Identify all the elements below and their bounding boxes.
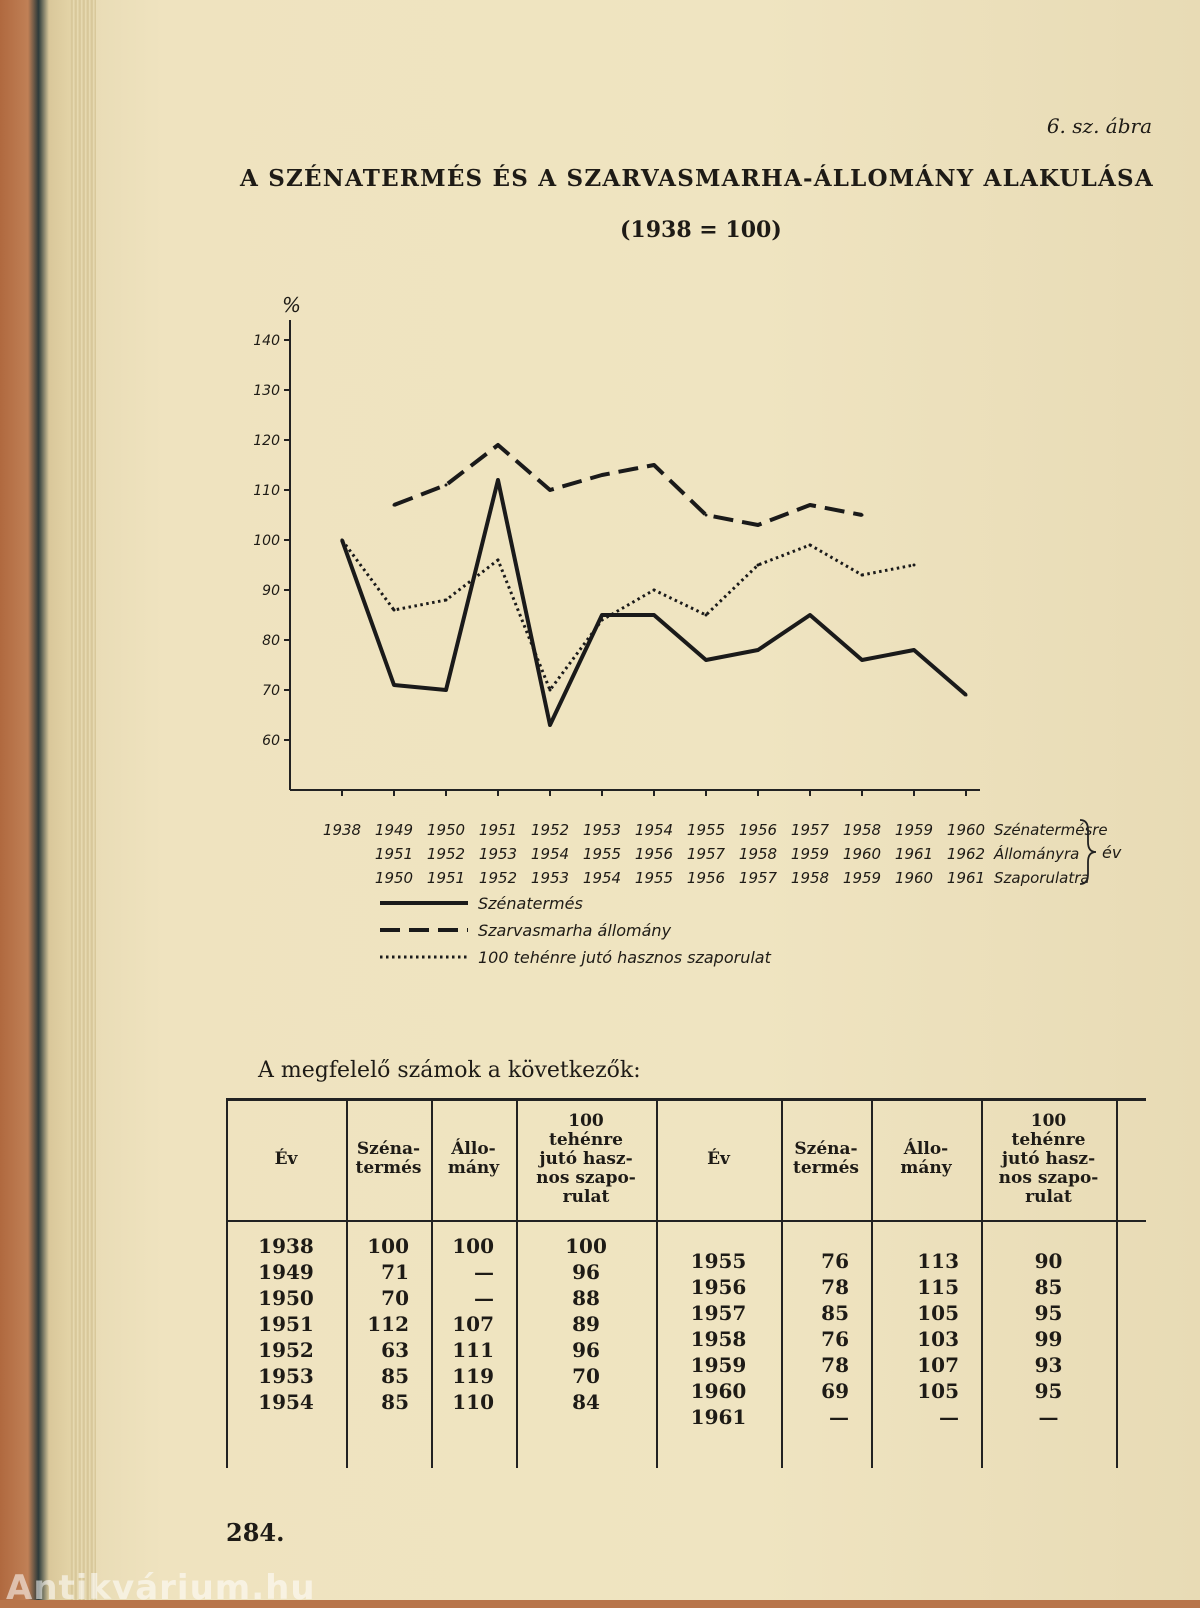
line-chart — [250, 295, 1140, 985]
data-point — [757, 649, 760, 652]
table-cell: 99 — [1034, 1327, 1063, 1351]
table-cell: 112 — [367, 1312, 409, 1336]
table-cell: — — [1038, 1405, 1059, 1429]
y-tick-label: 140 — [253, 333, 280, 349]
table-cell: — — [474, 1260, 494, 1284]
table-cell: 90 — [1034, 1249, 1063, 1273]
y-tick-label: 100 — [253, 533, 280, 549]
table-cell: 1955 — [690, 1249, 747, 1273]
data-point — [445, 599, 448, 602]
table-cell: 1953 — [258, 1364, 314, 1388]
table-cell: 95 — [1034, 1301, 1063, 1325]
y-tick-label: 90 — [262, 583, 280, 599]
x-tick-label: 1960 — [894, 869, 934, 887]
data-point — [549, 489, 552, 492]
x-tick-label: 1955 — [634, 869, 674, 887]
x-tick-label: 1961 — [894, 845, 934, 863]
data-point — [393, 609, 396, 612]
table-column — [781, 1248, 849, 1430]
table-header-cell: Széna- termés — [793, 1139, 859, 1178]
table-cell: 1960 — [690, 1379, 747, 1403]
data-point — [653, 589, 656, 592]
data-point — [549, 689, 552, 692]
data-point — [497, 559, 500, 562]
data-point — [809, 504, 812, 507]
table-cell: 93 — [1034, 1353, 1063, 1377]
x-tick-label: 1962 — [946, 845, 986, 863]
data-point — [497, 479, 500, 482]
data-point — [341, 539, 344, 542]
table-cell: — — [829, 1405, 849, 1429]
x-tick-label: 1959 — [842, 869, 882, 887]
data-point — [393, 504, 396, 507]
x-tick-label: 1959 — [894, 821, 934, 839]
data-point — [965, 694, 968, 697]
table-cell: 1938 — [258, 1234, 314, 1258]
x-tick-label: 1957 — [790, 821, 830, 839]
data-point — [705, 614, 708, 617]
x-tick-label: 1958 — [842, 821, 882, 839]
x-tick-label: 1955 — [686, 821, 726, 839]
data-point — [601, 614, 604, 617]
figure-number: 6. sz. ábra — [1046, 114, 1152, 138]
table-cell: 1961 — [690, 1405, 747, 1429]
legend-label: 100 tehénre jutó hasznos szaporulat — [478, 948, 771, 967]
x-tick-label: 1956 — [686, 869, 726, 887]
table-header-cell: 100 tehénre jutó hasz- nos szapo- rulat — [536, 1110, 636, 1207]
x-tick-label: 1938 — [322, 821, 362, 839]
table-cell: 76 — [821, 1327, 849, 1351]
x-axis-label: év — [1102, 843, 1122, 862]
table-cell: 1956 — [690, 1275, 747, 1299]
x-tick-label: 1950 — [374, 869, 414, 887]
table-cell: 115 — [917, 1275, 959, 1299]
table-cell: 84 — [572, 1390, 600, 1414]
data-point — [809, 614, 812, 617]
y-tick-label: 130 — [253, 383, 280, 399]
data-point — [549, 724, 552, 727]
x-tick-label: 1956 — [634, 845, 674, 863]
x-tick-label: 1951 — [478, 821, 518, 839]
data-point — [705, 514, 708, 517]
x-tick-label: 1953 — [478, 845, 518, 863]
x-tick-label: 1953 — [530, 869, 570, 887]
data-point — [861, 659, 864, 662]
x-tick-label: 1955 — [582, 845, 622, 863]
data-point — [445, 689, 448, 692]
table-header-cell: Év — [707, 1148, 730, 1169]
series-line — [342, 480, 966, 725]
table-header-rule — [226, 1220, 1146, 1222]
table-cell: 1949 — [258, 1260, 314, 1284]
data-point — [653, 464, 656, 467]
table-cell: 1959 — [690, 1353, 747, 1377]
page-title: A SZÉNATERMÉS ÉS A SZARVASMARHA-ÁLLOMÁNY ALAKULÁSA — [240, 165, 1154, 192]
y-tick-label: 80 — [262, 633, 280, 649]
x-tick-label: 1960 — [946, 821, 986, 839]
table-cell: 1952 — [258, 1338, 314, 1362]
legend-label: Szénatermés — [478, 894, 583, 913]
data-point — [705, 659, 708, 662]
data-point — [913, 649, 916, 652]
table-column — [656, 1248, 781, 1430]
x-tick-label: 1959 — [790, 845, 830, 863]
table-header-cell: Állo- mány — [900, 1139, 952, 1178]
table-cell: 1957 — [690, 1301, 747, 1325]
chart-subtitle: (1938 = 100) — [620, 217, 782, 243]
table-column — [871, 1248, 959, 1430]
table-cell: 1958 — [690, 1327, 747, 1351]
data-point — [809, 544, 812, 547]
x-row-label: Szénatermésre — [994, 821, 1108, 839]
table-cell: 107 — [917, 1353, 959, 1377]
table-column — [516, 1233, 656, 1415]
x-tick-label: 1957 — [738, 869, 778, 887]
x-tick-label: 1952 — [530, 821, 570, 839]
x-tick-label: 1950 — [426, 821, 466, 839]
x-tick-label: 1958 — [790, 869, 830, 887]
y-tick-label: 70 — [262, 683, 280, 699]
table-cell: 1951 — [258, 1312, 314, 1336]
x-tick-label: 1949 — [374, 821, 414, 839]
book-spine — [0, 0, 70, 1600]
table-cell: 96 — [572, 1260, 600, 1284]
table-cell: 71 — [381, 1260, 409, 1284]
table-cell: 119 — [452, 1364, 494, 1388]
data-point — [861, 514, 864, 517]
y-tick-label: 120 — [253, 433, 280, 449]
table-cell: 85 — [1034, 1275, 1063, 1299]
table-cell: 70 — [572, 1364, 600, 1388]
x-row-label: Szaporulatra — [994, 869, 1090, 887]
table-header-cell: Év — [274, 1148, 298, 1169]
x-tick-label: 1958 — [738, 845, 778, 863]
data-table — [226, 1098, 1146, 1468]
table-column — [431, 1233, 494, 1415]
x-tick-label: 1956 — [738, 821, 778, 839]
data-point — [757, 524, 760, 527]
table-column-rule — [1116, 1098, 1118, 1468]
table-cell: 100 — [367, 1234, 409, 1258]
x-tick-label: 1952 — [478, 869, 518, 887]
data-point — [497, 444, 500, 447]
data-point — [861, 574, 864, 577]
table-cell: 100 — [565, 1234, 607, 1258]
table-cell: — — [939, 1405, 959, 1429]
table-cell: 78 — [821, 1353, 849, 1377]
table-column — [981, 1248, 1116, 1430]
x-row-label: Állományra — [994, 845, 1080, 863]
data-point — [601, 474, 604, 477]
table-cell: 110 — [452, 1390, 494, 1414]
table-cell: 78 — [821, 1275, 849, 1299]
table-cell: 111 — [452, 1338, 494, 1362]
table-cell: 88 — [572, 1286, 600, 1310]
table-cell: 95 — [1034, 1379, 1063, 1403]
x-tick-label: 1954 — [530, 845, 570, 863]
x-tick-label: 1961 — [946, 869, 986, 887]
x-tick-label: 1954 — [634, 821, 674, 839]
table-cell: 89 — [572, 1312, 600, 1336]
y-axis-unit: % — [282, 295, 302, 317]
table-cell: 113 — [917, 1249, 959, 1273]
table-cell: 76 — [821, 1249, 849, 1273]
table-cell: 70 — [381, 1286, 409, 1310]
data-point — [601, 619, 604, 622]
x-tick-label: 1960 — [842, 845, 882, 863]
y-tick-label: 60 — [262, 733, 280, 749]
table-column — [346, 1233, 409, 1415]
table-cell: 100 — [452, 1234, 494, 1258]
x-tick-label: 1957 — [686, 845, 726, 863]
table-cell: 107 — [452, 1312, 494, 1336]
series-line — [394, 445, 862, 525]
y-tick-label: 110 — [253, 483, 280, 499]
table-header-cell: 100 tehénre jutó hasz- nos szapo- rulat — [998, 1110, 1099, 1207]
table-cell: — — [474, 1286, 494, 1310]
table-cell: 1954 — [258, 1390, 314, 1414]
data-point — [913, 564, 916, 567]
watermark-text: Antikvárium.hu — [6, 1568, 316, 1608]
table-cell: 63 — [381, 1338, 409, 1362]
data-point — [757, 564, 760, 567]
table-cell: 85 — [821, 1301, 849, 1325]
table-column — [226, 1233, 346, 1415]
table-cell: 69 — [821, 1379, 849, 1403]
x-tick-label: 1952 — [426, 845, 466, 863]
x-tick-label: 1951 — [374, 845, 414, 863]
table-header-cell: Széna- termés — [355, 1139, 422, 1178]
table-cell: 105 — [917, 1301, 959, 1325]
page-number: 284. — [226, 1518, 285, 1547]
intro-text: A megfelelő számok a következők: — [258, 1058, 641, 1083]
table-cell: 103 — [917, 1327, 959, 1351]
x-tick-label: 1953 — [582, 821, 622, 839]
x-tick-label: 1954 — [582, 869, 622, 887]
data-point — [393, 684, 396, 687]
table-cell: 1950 — [258, 1286, 314, 1310]
table-cell: 96 — [572, 1338, 600, 1362]
table-cell: 105 — [917, 1379, 959, 1403]
legend-label: Szarvasmarha állomány — [478, 921, 672, 940]
data-point — [445, 484, 448, 487]
x-tick-label: 1951 — [426, 869, 466, 887]
table-header-cell: Állo- mány — [447, 1139, 500, 1178]
data-point — [653, 614, 656, 617]
table-cell: 85 — [381, 1390, 409, 1414]
table-cell: 85 — [381, 1364, 409, 1388]
